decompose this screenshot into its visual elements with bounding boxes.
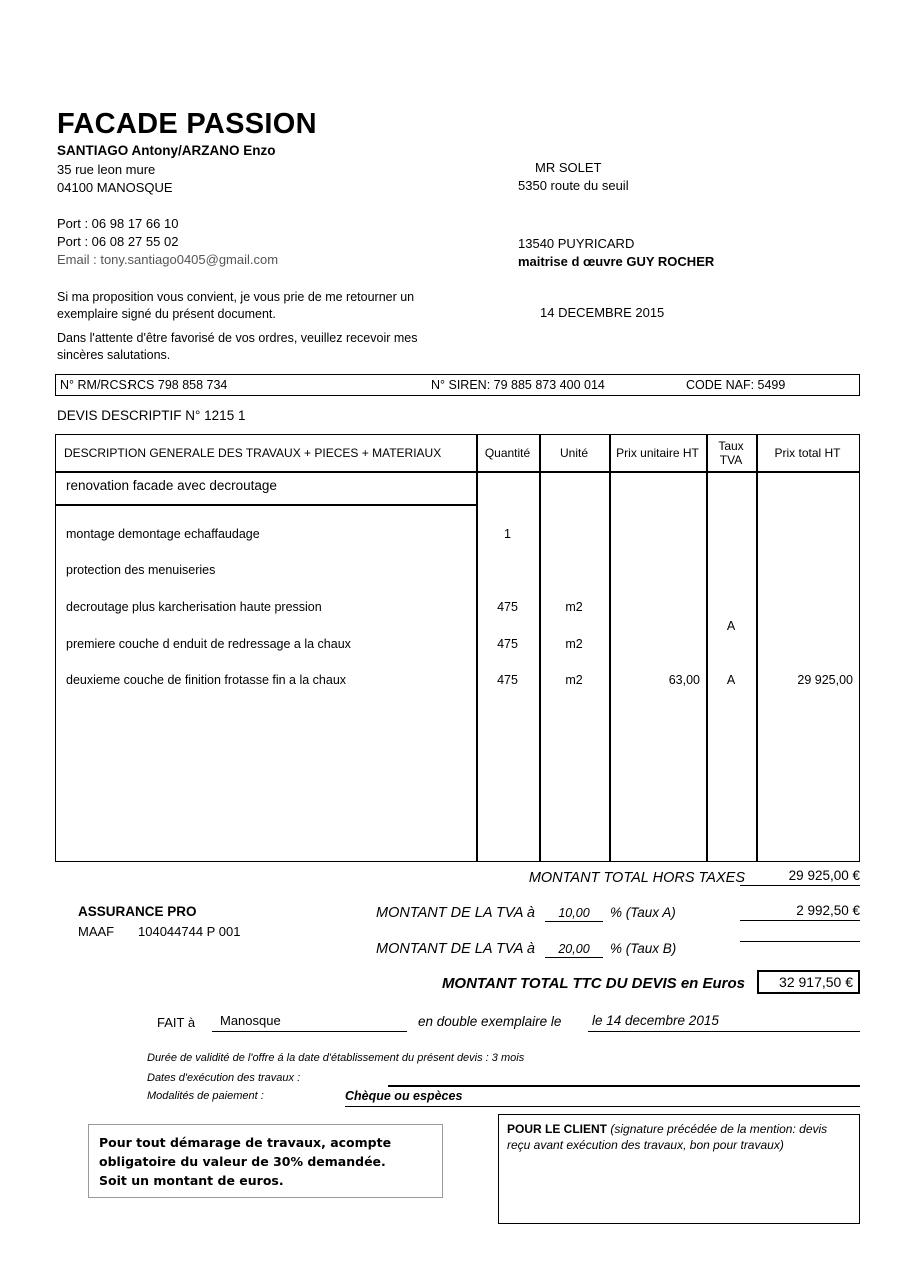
tva-b-rate: 20,00 — [545, 942, 603, 958]
section-title-divider — [56, 504, 476, 506]
header-unit-price: Prix unitaire HT — [616, 446, 699, 460]
payment-terms-label: Modalités de paiement : — [147, 1090, 264, 1102]
insurance-company: MAAF — [78, 924, 115, 939]
vat-marker: A — [726, 619, 736, 633]
total-ht-label: MONTANT TOTAL HORS TAXES — [528, 870, 745, 886]
vendor-owners: SANTIAGO Antony/ARZANO Enzo — [57, 143, 276, 158]
row-vat-rate: A — [726, 673, 736, 687]
deposit-notice-line-2: obligatoire du valeur de 30% demandée. — [99, 1154, 386, 1169]
header-total-price: Prix total HT — [774, 446, 841, 460]
cover-letter-paragraph-2: Dans l'attente d'être favorisé de vos ordres, veuillez recevoir mes sincères salutations. — [57, 331, 418, 362]
tva-a-suffix: % (Taux A) — [610, 905, 676, 920]
double-exemplaire-label: en double exemplaire le — [418, 1014, 562, 1029]
items-table — [55, 434, 860, 862]
row-description: decroutage plus karcherisation haute pression — [66, 600, 322, 614]
insurance-title: ASSURANCE PRO — [78, 904, 197, 919]
cover-letter — [57, 289, 437, 363]
execution-dates-label: Dates d'exécution des travaux : — [147, 1072, 301, 1084]
header-vat-rate: Taux TVA — [718, 439, 744, 467]
tva-b-amount — [740, 939, 860, 942]
row-unit: m2 — [565, 637, 583, 651]
vendor-email: Email : tony.santiago0405@gmail.com — [57, 252, 279, 267]
client-signature-note: (signature précédée de la mention: devis reçu avant exécution des travaux, bon pour travaux) — [507, 1122, 828, 1152]
column-divider-vat — [706, 435, 708, 861]
fait-a-place[interactable]: Manosque — [212, 1013, 407, 1032]
fait-a-label: FAIT à — [157, 1015, 196, 1030]
client-name: MR SOLET — [535, 160, 602, 175]
cover-letter-paragraph-1: Si ma proposition vous convient, je vous prie de me retourner un exemplaire signé du présent document. — [57, 290, 415, 321]
row-quantity: 475 — [497, 637, 518, 651]
row-unit-price: 63,00 — [668, 673, 700, 687]
client-street: 5350 route du seuil — [518, 178, 629, 193]
client-project-manager: maitrise d œuvre GUY ROCHER — [518, 254, 715, 269]
row-description: montage demontage echaffaudage — [66, 527, 260, 541]
header-quantity: Quantité — [484, 446, 531, 460]
row-description: premiere couche d enduit de redressage a la chaux — [66, 637, 351, 651]
naf-code: CODE NAF: 5499 — [686, 378, 786, 392]
siren-number: N° SIREN: 79 885 873 400 014 — [431, 378, 605, 392]
row-quantity: 1 — [504, 527, 511, 541]
table-header-divider — [56, 471, 859, 473]
row-total-price: 29 925,00 — [797, 673, 853, 687]
deposit-notice-line-1: Pour tout démarage de travaux, acompte — [99, 1135, 392, 1150]
deposit-notice-box — [88, 1124, 443, 1198]
tva-a-label: MONTANT DE LA TVA à — [376, 905, 535, 921]
column-divider-total — [756, 435, 758, 861]
rm-rcs-value: RCS 798 858 734 — [128, 378, 228, 392]
header-unit: Unité — [559, 446, 588, 460]
tva-a-rate: 10,00 — [545, 906, 603, 922]
tva-a-amount: 2 992,50 € — [740, 903, 860, 921]
total-ht-amount: 29 925,00 € — [740, 868, 860, 886]
registration-bar — [55, 374, 860, 396]
row-quantity: 475 — [497, 600, 518, 614]
rm-rcs-label: N° RM/RCS: — [60, 378, 131, 392]
vendor-phone-2: Port : 06 08 27 55 02 — [57, 234, 179, 249]
row-quantity: 475 — [497, 673, 518, 687]
row-unit: m2 — [565, 673, 583, 687]
row-unit: m2 — [565, 600, 583, 614]
client-signature-box[interactable] — [498, 1114, 860, 1224]
devis-number: DEVIS DESCRIPTIF N° 1215 1 — [57, 408, 246, 423]
vendor-phone-1: Port : 06 98 17 66 10 — [57, 216, 179, 231]
company-name: FACADE PASSION — [57, 108, 317, 140]
section-title: renovation facade avec decroutage — [66, 478, 277, 493]
document-date: 14 DECEMBRE 2015 — [540, 305, 665, 320]
execution-dates-input-line[interactable] — [388, 1085, 860, 1087]
header-description: DESCRIPTION GENERALE DES TRAVAUX + PIECES + MATERIAUX — [64, 446, 442, 460]
payment-terms-value[interactable]: Chèque ou espèces — [345, 1089, 860, 1107]
tva-b-label: MONTANT DE LA TVA à — [376, 941, 535, 957]
total-ttc-label: MONTANT TOTAL TTC DU DEVIS en Euros — [441, 975, 745, 992]
vendor-street: 35 rue leon mure — [57, 162, 156, 177]
offer-validity-text: Durée de validité de l'offre á la date d'établissement du présent devis : 3 mois — [147, 1052, 525, 1064]
tva-b-suffix: % (Taux B) — [610, 941, 677, 956]
deposit-notice-line-3: Soit un montant de euros. — [99, 1173, 284, 1188]
fait-a-date[interactable]: le 14 decembre 2015 — [588, 1013, 860, 1032]
column-divider-unit-price — [609, 435, 611, 861]
client-signature-title: POUR LE CLIENT — [507, 1122, 608, 1136]
total-ttc-amount: 32 917,50 € — [757, 970, 860, 994]
row-description: deuxieme couche de finition frotasse fin a la chaux — [66, 673, 347, 687]
vendor-city: 04100 MANOSQUE — [57, 180, 173, 195]
insurance-policy-number: 104044744 P 001 — [138, 924, 241, 939]
row-description: protection des menuiseries — [66, 563, 216, 577]
client-city: 13540 PUYRICARD — [518, 236, 635, 251]
